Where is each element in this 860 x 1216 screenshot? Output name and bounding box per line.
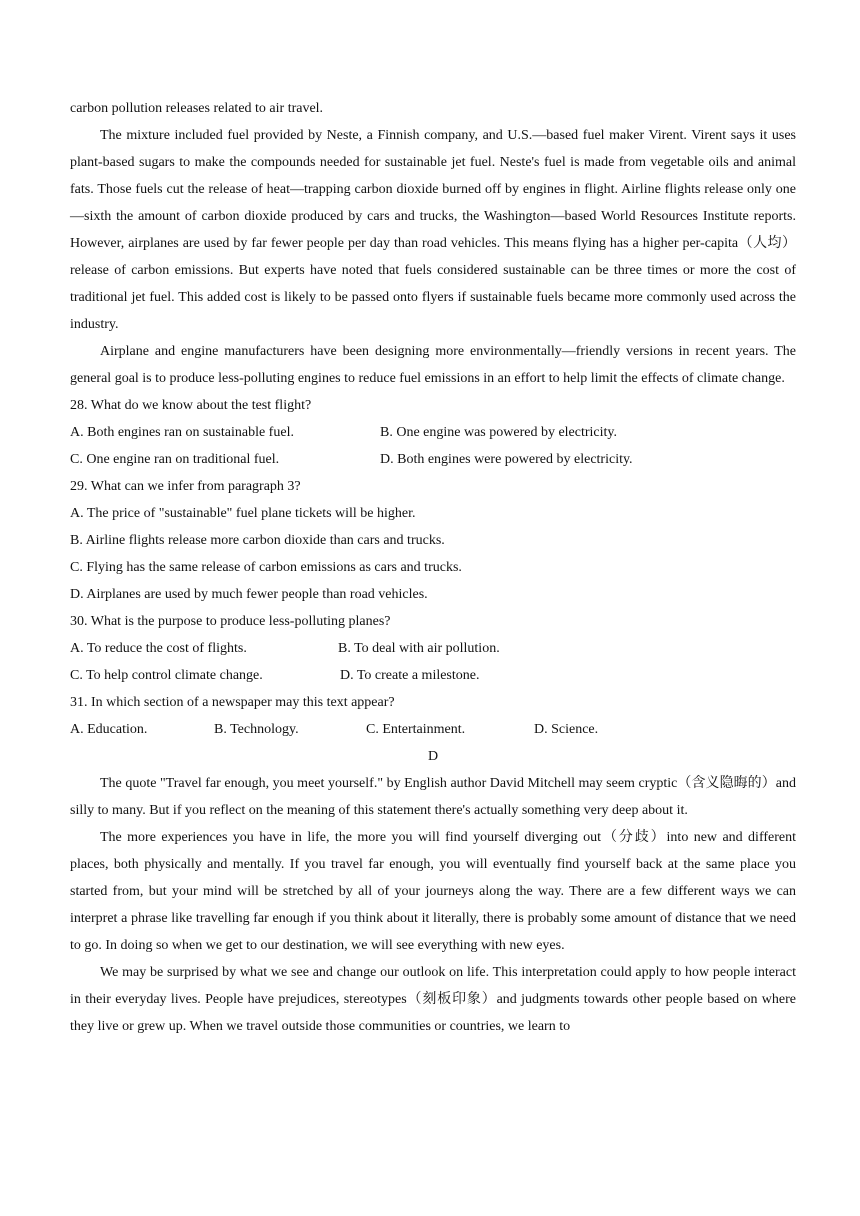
question-29-option-d: D. Airplanes are used by much fewer people than road vehicles.	[70, 587, 428, 602]
passage-c-paragraph-continued: carbon pollution releases related to air travel.	[70, 101, 324, 116]
question-30-option-b: B. To deal with air pollution.	[338, 641, 500, 656]
question-29-stem: 29. What can we infer from paragraph 3?	[70, 479, 301, 494]
document-page	[70, 95, 796, 1040]
question-31-option-a: A. Education.	[70, 722, 148, 737]
question-30-option-a: A. To reduce the cost of flights.	[70, 641, 247, 656]
passage-d-paragraph-1: The quote "Travel far enough, you meet yourself." by English author David Mitchell may seem cryptic（含义隐晦的）and silly to many. But if you reflect on the meaning of this statement there's actually something very deep about it.	[70, 776, 796, 818]
question-28-option-c: C. One engine ran on traditional fuel.	[70, 452, 280, 467]
question-29-option-b: B. Airline flights release more carbon dioxide than cars and trucks.	[70, 533, 445, 548]
question-29-option-c: C. Flying has the same release of carbon emissions as cars and trucks.	[70, 560, 462, 575]
passage-d-heading: D	[427, 749, 439, 764]
question-28-options-row-2	[70, 446, 796, 473]
question-28-option-a: A. Both engines ran on sustainable fuel.	[70, 425, 294, 440]
question-28-stem: 28. What do we know about the test flight?	[70, 398, 312, 413]
question-30-option-d: D. To create a milestone.	[340, 668, 480, 683]
question-30-options-row-1	[70, 635, 796, 662]
passage-c-paragraph-4: Airplane and engine manufacturers have been designing more environmentally—friendly versions in recent years. The general goal is to produce less-polluting engines to reduce fuel emissions in an effort to help limit the effects of climate change.	[70, 344, 796, 386]
question-31-options-row	[70, 716, 796, 743]
question-31	[70, 689, 796, 743]
passage-d-paragraph-3: We may be surprised by what we see and change our outlook on life. This interpretation could apply to how people interact in their everyday lives. People have prejudices, stereotypes（刻板印象）and judgments towards other people based on where they live or grew up. When we travel outside those communities or countries, we learn to	[70, 965, 796, 1034]
question-30	[70, 608, 796, 689]
question-31-option-c: C. Entertainment.	[366, 722, 466, 737]
question-28-options-row-1	[70, 419, 796, 446]
passage-c-paragraph-3: The mixture included fuel provided by Neste, a Finnish company, and U.S.—based fuel maker Virent. Virent says it uses plant-based sugars to make the compounds needed for sustainable jet fuel. Neste's fuel is made from vegetable oils and animal fats. Those fuels cut the release of heat—trapping carbon dioxide burned off by engines in flight. Airline flights release only one—sixth the amount of carbon dioxide produced by cars and trucks, the Washington—based World Resources Institute reports. However, airplanes are used by far fewer people per day than road vehicles. This means flying has a higher per-capita（人均）release of carbon emissions. But experts have noted that fuels considered sustainable can be three times or more the cost of traditional jet fuel. This added cost is likely to be passed onto flyers if sustainable fuels became more commonly used across the industry.	[70, 128, 796, 332]
question-30-option-c: C. To help control climate change.	[70, 668, 263, 683]
question-30-options-row-2	[70, 662, 796, 689]
question-31-option-b: B. Technology.	[214, 722, 299, 737]
passage-d-paragraph-2: The more experiences you have in life, the more you will find yourself diverging out（分歧）into new and different places, both physically and mentally. If you travel far enough, you will eventually find yourself back at the same place you started from, but your mind will be stretched by all of your journeys along the way. There are a few different ways we can interpret a phrase like travelling far enough if you think about it literally, there is probably some amount of distance that we need to go. In doing so when we get to our destination, we will see everything with new eyes.	[70, 830, 796, 953]
question-28-option-d: D. Both engines were powered by electricity.	[380, 452, 633, 467]
question-28-option-b: B. One engine was powered by electricity.	[380, 425, 618, 440]
question-31-option-d: D. Science.	[534, 722, 599, 737]
question-29-option-a: A. The price of "sustainable" fuel plane tickets will be higher.	[70, 506, 416, 521]
question-31-stem: 31. In which section of a newspaper may this text appear?	[70, 695, 395, 710]
question-30-stem: 30. What is the purpose to produce less-polluting planes?	[70, 614, 391, 629]
question-29	[70, 473, 796, 608]
question-28	[70, 392, 796, 473]
